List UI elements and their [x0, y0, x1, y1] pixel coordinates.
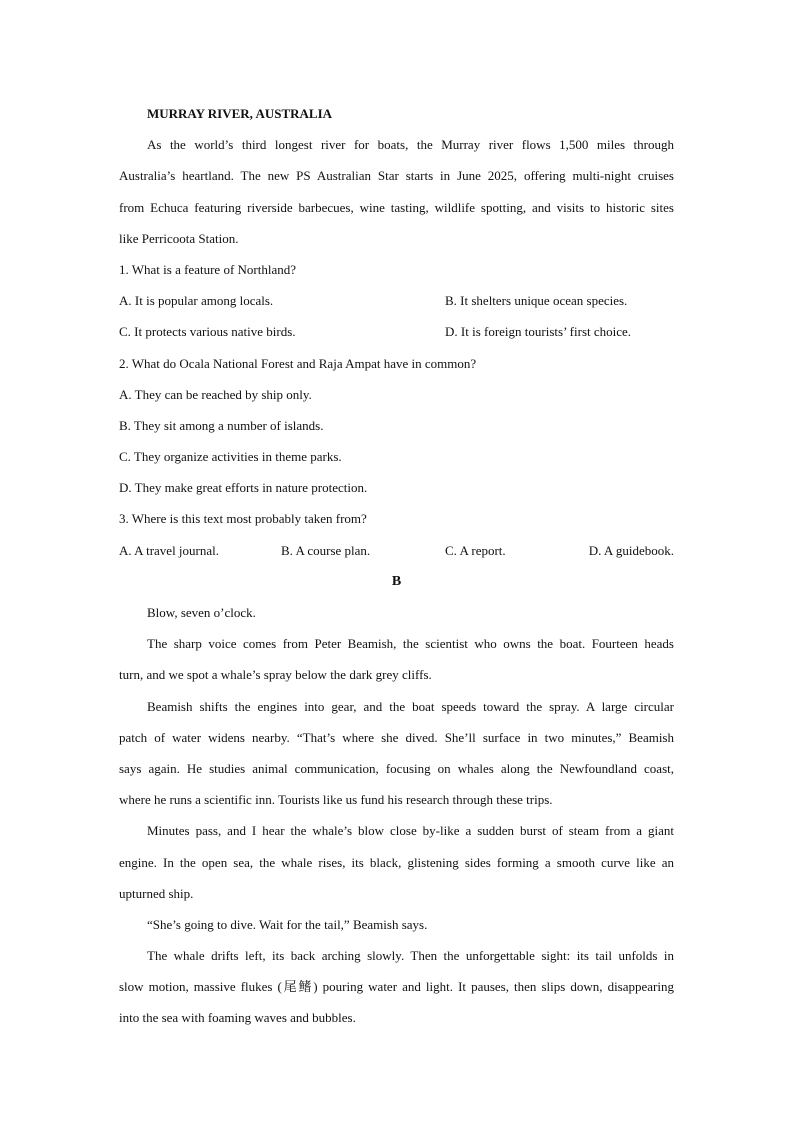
option-a: A. They can be reached by ship only. — [119, 386, 312, 402]
passage-paragraph: Blow, seven o’clock. — [147, 605, 256, 620]
paragraph-line: Minutes pass, and I hear the whale’s blow close by-like a sudden burst of steam from a giant — [147, 823, 674, 839]
paragraph-line: where he runs a scientific inn. Tourists like us fund his research through these trips. — [119, 792, 553, 808]
paragraph-line: says again. He studies animal communication, focusing on whales along the Newfoundland coast, — [119, 760, 674, 776]
option-row — [119, 285, 674, 316]
paragraph-line: The sharp voice comes from Peter Beamish, the scientist who owns the boat. Fourteen heads — [147, 636, 674, 652]
option-b: B. They sit among a number of islands. — [119, 417, 324, 433]
question-stem: 1. What is a feature of Northland? — [119, 261, 296, 277]
passage-paragraph — [119, 815, 674, 909]
question-stem: 2. What do Ocala National Forest and Raja Ampat have in common? — [119, 355, 477, 371]
option-a: A. A travel journal. — [119, 542, 220, 558]
option-b: B. A course plan. — [281, 542, 371, 558]
passage-paragraph — [119, 940, 674, 1034]
document-page — [119, 98, 674, 1034]
question-3 — [119, 503, 674, 565]
paragraph-line: turn, and we spot a whale’s spray below the dark grey cliffs. — [119, 667, 432, 683]
option-row — [119, 316, 674, 347]
option-d: D. They make great efforts in nature protection. — [119, 480, 368, 496]
question-stem: 3. Where is this text most probably taken from? — [119, 511, 367, 527]
paragraph-line: As the world’s third longest river for boats, the Murray river flows 1,500 miles through — [147, 137, 674, 153]
paragraph-line: Australia’s heartland. The new PS Australian Star starts in June 2025, offering multi-night cruises — [119, 168, 674, 184]
option-c: C. They organize activities in theme parks. — [119, 449, 342, 465]
section-b-title: B — [391, 573, 402, 589]
option-c: C. A report. — [445, 542, 506, 558]
option-b: B. It shelters unique ocean species. — [445, 293, 628, 309]
paragraph-line: upturned ship. — [119, 885, 194, 901]
paragraph-line: The whale drifts left, its back arching slowly. Then the unforgettable sight: its tail unfolds in — [147, 948, 674, 964]
passage-paragraph — [119, 691, 674, 816]
paragraph-line: into the sea with foaming waves and bubbles. — [119, 1010, 356, 1026]
option-d: D. A guidebook. — [588, 542, 674, 558]
question-2 — [119, 348, 674, 504]
question-1 — [119, 254, 674, 348]
paragraph-line: slow motion, massive flukes (尾鳍) pouring water and light. It pauses, then slips down, disappearing — [119, 979, 674, 995]
option-row — [119, 535, 674, 566]
paragraph-line: engine. In the open sea, the whale rises, its black, glistening sides forming a smooth curve like an — [119, 854, 674, 870]
paragraph-line: Beamish shifts the engines into gear, and the boat speeds toward the spray. A large circular — [147, 698, 674, 714]
paragraph-line: patch of water widens nearby. “That’s where she dived. She’ll surface in two minutes,” Beamish — [119, 729, 674, 745]
paragraph-line: from Echuca featuring riverside barbecues, wine tasting, wildlife spotting, and visits to historic sites — [119, 199, 674, 215]
option-d: D. It is foreign tourists’ first choice. — [445, 324, 632, 340]
option-c: C. It protects various native birds. — [119, 324, 296, 340]
passage-paragraph — [119, 628, 674, 690]
paragraph-line: like Perricoota Station. — [119, 230, 239, 246]
section-heading: MURRAY RIVER, AUSTRALIA — [147, 106, 333, 121]
murray-paragraph — [119, 129, 674, 254]
passage-paragraph: “She’s going to dive. Wait for the tail,” Beamish says. — [147, 916, 428, 932]
option-a: A. It is popular among locals. — [119, 293, 274, 309]
